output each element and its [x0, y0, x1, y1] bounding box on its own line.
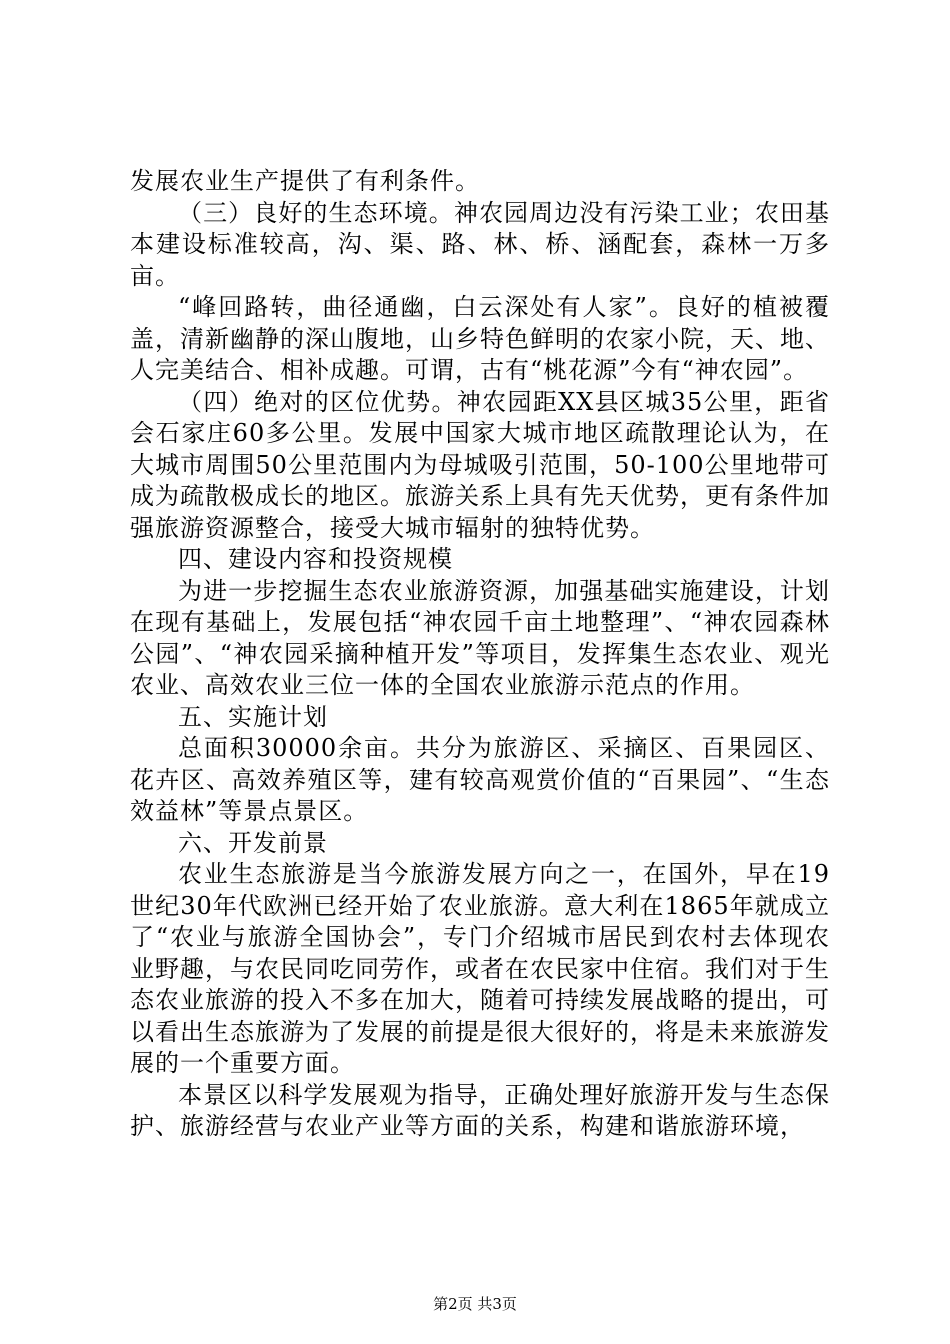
paragraph: 农业生态旅游是当今旅游发展方向之一，在国外，早在19世纪30年代欧洲已经开始了农业旅游。意大利在1865年就成立了“农业与旅游全国协会”，专门介绍城市居民到农村去体现农业野趣，与农民同吃同劳作，或者在农民家中住宿。我们对于生态农业旅游的投入不多在加大，随着可持续发展战略的提出，可以看出生态旅游为了发展的前提是很大很好的，将是未来旅游发展的一个重要方面。 [130, 860, 830, 1077]
paragraph: 为进一步挖掘生态农业旅游资源，加强基础实施建设，计划在现有基础上，发展包括“神农园千亩土地整理”、“神农园森林公园”、“神农园采摘种植开发”等项目，发挥集生态农业、观光农业、高效农业三位一体的全国农业旅游示范点的作用。 [130, 576, 830, 699]
paragraph: （三）良好的生态环境。神农园周边没有污染工业；农田基本建设标准较高，沟、渠、路、林、桥、涵配套，森林一万多亩。 [130, 198, 830, 290]
page-footer: 第2页 共3页 [433, 1295, 517, 1313]
body-text [130, 166, 830, 1143]
section-heading: 六、开发前景 [178, 828, 328, 857]
section-heading: 四、建设内容和投资规模 [178, 545, 453, 573]
paragraph: 总面积30000余亩。共分为旅游区、采摘区、百果园区、花卉区、高效养殖区等，建有较高观赏价值的“百果园”、“生态效益林”等景点景区。 [130, 734, 830, 825]
section-heading: 五、实施计划 [178, 702, 328, 731]
paragraph: 本景区以科学发展观为指导，正确处理好旅游开发与生态保护、旅游经营与农业产业等方面的关系，构建和谐旅游环境， [130, 1080, 830, 1140]
paragraph: 发展农业生产提供了有利条件。 [130, 167, 480, 195]
paragraph: （四）绝对的区位优势。神农园距XX县区城35公里，距省会石家庄60多公里。发展中国家大城市地区疏散理论认为，在大城市周围50公里范围内为母城吸引范围，50-100公里地带可成为疏散极成长的地区。旅游关系上具有先天优势，更有条件加强旅游资源整合，接受大城市辐射的独特优势。 [130, 387, 830, 542]
paragraph: “峰回路转，曲径通幽，白云深处有人家”。良好的植被覆盖，清新幽静的深山腹地，山乡特色鲜明的农家小院，天、地、人完美结合、相补成趣。可谓，古有“桃花源”今有“神农园”。 [130, 293, 830, 384]
